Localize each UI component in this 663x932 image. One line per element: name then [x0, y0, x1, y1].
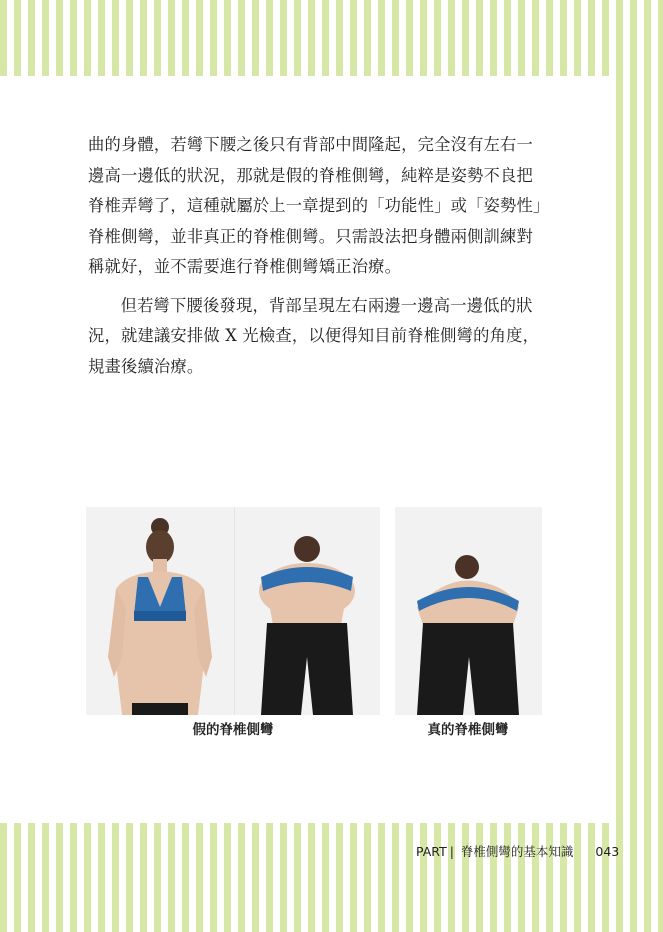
caption-false-scoliosis: 假的脊椎側彎	[192, 722, 274, 738]
paragraph-2: 但若彎下腰後發現，背部呈現左右兩邊一邊高一邊低的狀況，就建議安排做 X 光檢查，以便得知目前脊椎側彎的角度，規畫後續治療。	[88, 295, 540, 376]
photo-bending-uneven	[395, 507, 542, 715]
photo-standing-back	[86, 507, 234, 715]
photo-bending-even	[234, 507, 380, 715]
page-number: 043	[595, 844, 620, 859]
footer-separator: |	[449, 844, 454, 859]
caption-true-scoliosis: 真的脊椎側彎	[427, 722, 509, 738]
body-text	[88, 130, 548, 382]
footer-chapter: 脊椎側彎的基本知識	[460, 844, 574, 859]
paragraph-1: 曲的身體，若彎下腰之後只有背部中間隆起，完全沒有左右一邊高一邊低的狀況，那就是假的脊椎側彎，純粹是姿勢不良把脊椎弄彎了，這種就屬於上一章提到的「功能性」或「姿勢性」脊椎側彎，並非真正的脊椎側彎。只需設法把身體兩側訓練對稱就好，並不需要進行脊椎側彎矯正治療。	[88, 135, 542, 276]
page-footer	[416, 842, 619, 860]
footer-part: PART	[416, 844, 447, 859]
